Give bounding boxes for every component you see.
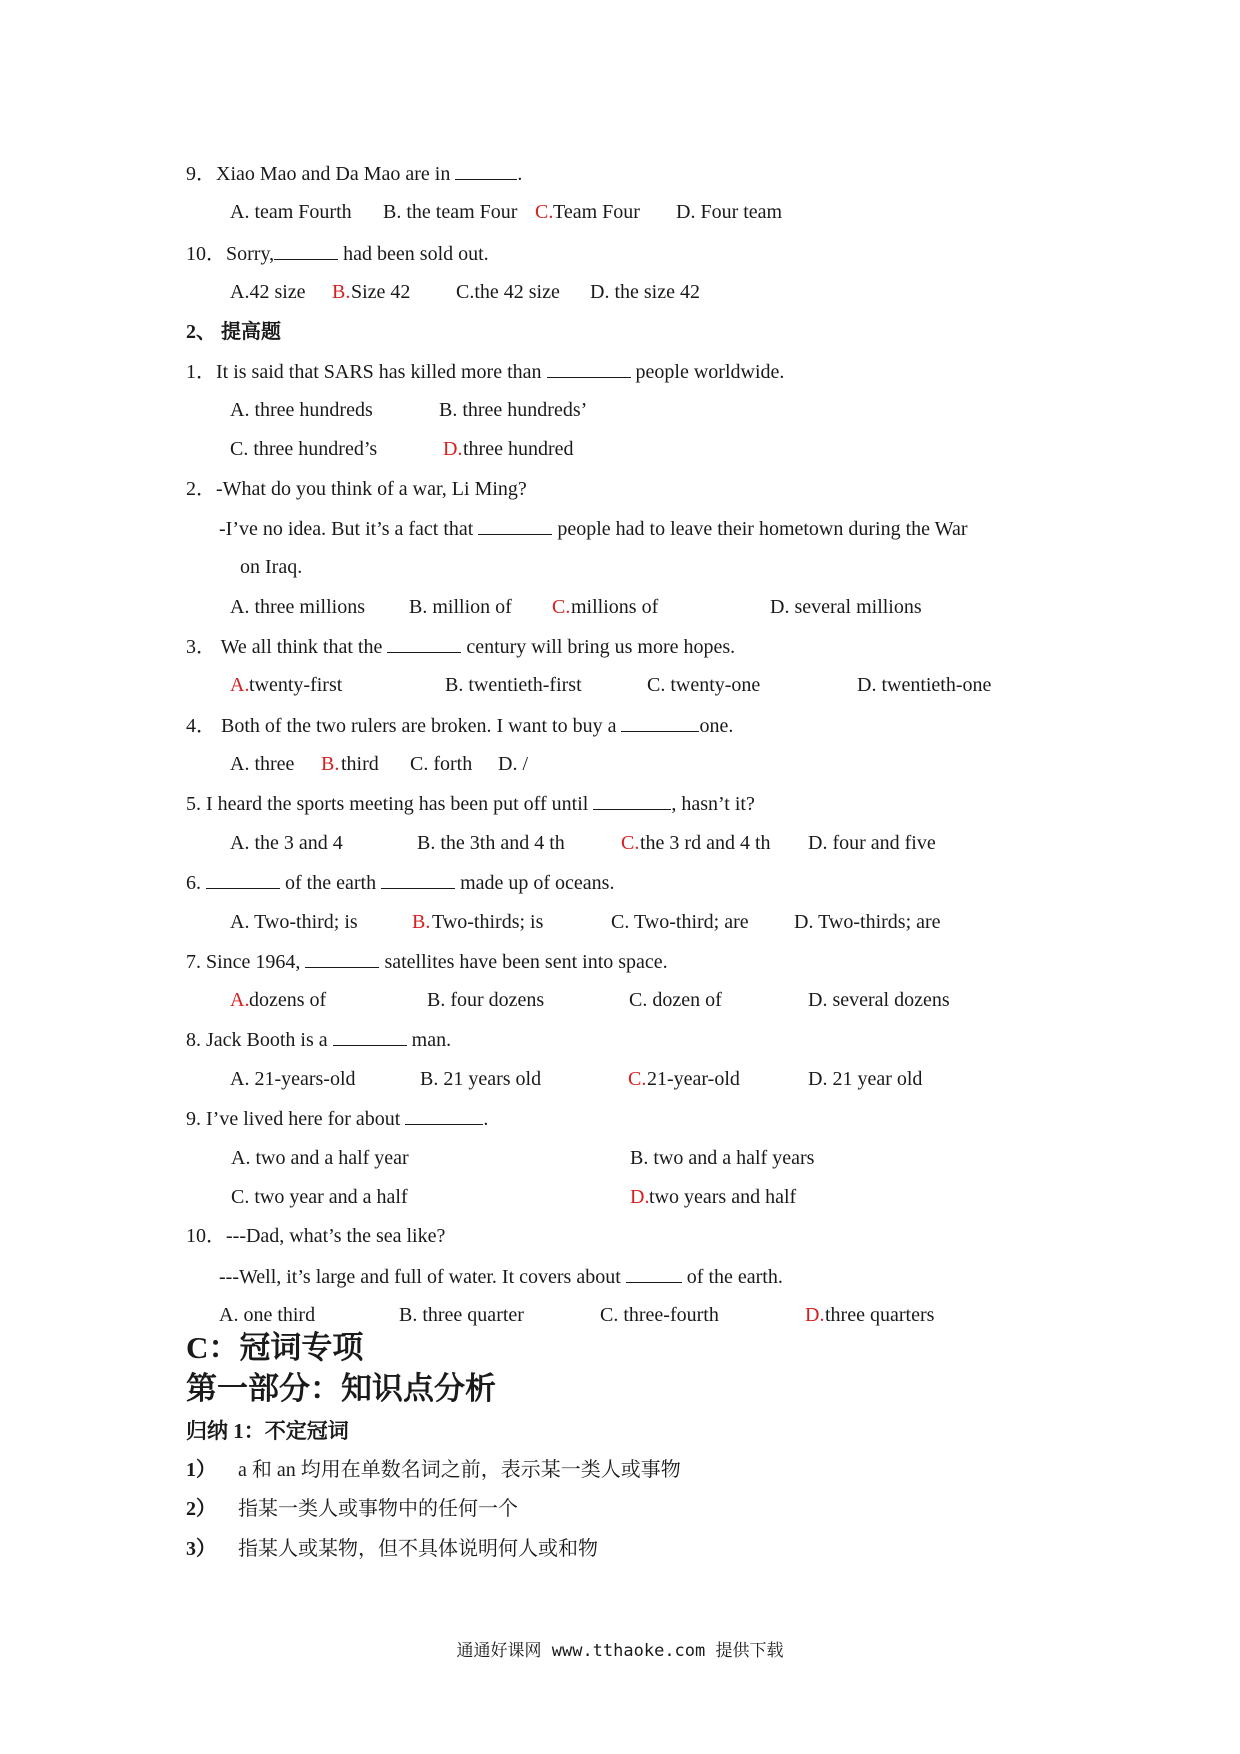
option-d-letter: D.: [443, 438, 463, 460]
option-b: B. million of: [409, 596, 512, 618]
option-b: B. 21 years old: [420, 1068, 542, 1090]
option-a: A. three hundreds: [230, 399, 373, 421]
answer-blank: [593, 791, 671, 810]
advanced-question-7: 7. Since 1964, satellites have been sent into space.: [186, 951, 668, 973]
option-a-letter: A.: [230, 989, 250, 1011]
answer-blank: [547, 359, 631, 378]
question-9: 9．Xiao Mao and Da Mao are in .: [186, 163, 523, 185]
list-item-text: a 和 an 均用在单数名词之前，表示某一类人或事物: [238, 1459, 681, 1481]
option-a: A. two and a half year: [231, 1147, 409, 1169]
advanced-question-2-line2: -I’ve no idea. But it’s a fact that people had to leave their hometown during the War: [219, 518, 968, 540]
advanced-question-4: 4． Both of the two rulers are broken. I want to buy a one.: [186, 715, 734, 737]
option-a: A. team Fourth: [230, 201, 352, 223]
question-10: 10．Sorry, had been sold out.: [186, 243, 489, 265]
option-a: A. the 3 and 4: [230, 832, 343, 854]
option-c: C.the 42 size: [456, 281, 560, 303]
option-b: B. the team Four: [383, 201, 518, 223]
advanced-question-10-line2: ---Well, it’s large and full of water. It covers about of the earth.: [219, 1266, 783, 1288]
advanced-question-10-line1: 10．---Dad, what’s the sea like?: [186, 1225, 446, 1247]
option-b-letter: B.: [332, 281, 351, 303]
option-c: C. dozen of: [629, 989, 722, 1011]
answer-blank: [274, 241, 338, 260]
option-c: Team Four: [553, 201, 640, 223]
option-d-letter: D.: [805, 1304, 825, 1326]
advanced-question-5: 5. I heard the sports meeting has been put off until , hasn’t it?: [186, 793, 755, 815]
option-d: D. 21 year old: [808, 1068, 923, 1090]
option-c: C. twenty-one: [647, 674, 761, 696]
advanced-question-3: 3． We all think that the century will bring us more hopes.: [186, 636, 736, 658]
advanced-question-2-line1: 2．-What do you think of a war, Li Ming?: [186, 478, 527, 500]
advanced-question-6: 6. of the earth made up of oceans.: [186, 872, 615, 894]
option-b: third: [341, 753, 379, 775]
option-b: B. four dozens: [427, 989, 545, 1011]
list-item: 3）: [186, 1538, 216, 1560]
answer-blank: [387, 634, 461, 653]
answer-blank: [405, 1106, 483, 1125]
option-d: D. /: [498, 753, 528, 775]
option-d: two years and half: [649, 1186, 797, 1208]
page-footer: 通通好课网 www.tthaoke.com 提供下载: [456, 1641, 784, 1661]
option-d: D. several millions: [770, 596, 922, 618]
option-b-letter: B.: [412, 911, 431, 933]
answer-blank: [626, 1264, 682, 1283]
list-item-text: 指某一类人或事物中的任何一个: [238, 1498, 518, 1520]
option-a: A. three: [230, 753, 295, 775]
option-c-letter: C.: [552, 596, 571, 618]
list-item-text: 指某人或某物，但不具体说明何人或和物: [238, 1538, 598, 1560]
list-item: 1）: [186, 1459, 216, 1481]
answer-blank: [305, 949, 379, 968]
option-c-letter: C.: [535, 201, 554, 223]
advanced-question-9: 9. I’ve lived here for about .: [186, 1108, 489, 1130]
answer-blank: [621, 713, 699, 732]
answer-blank: [381, 870, 455, 889]
advanced-question-2-line3: on Iraq.: [240, 556, 303, 578]
option-b: B. three quarter: [399, 1304, 524, 1326]
option-c: C. Two-third; are: [611, 911, 749, 933]
option-d: three hundred: [463, 438, 574, 460]
option-a: A.42 size: [230, 281, 306, 303]
part-one-title: 第一部分：知识点分析: [186, 1371, 496, 1406]
option-d: D. several dozens: [808, 989, 950, 1011]
option-a: A. 21-years-old: [230, 1068, 356, 1090]
option-b: B. the 3th and 4 th: [417, 832, 565, 854]
option-a: A. one third: [219, 1304, 316, 1326]
option-a: twenty-first: [249, 674, 343, 696]
option-a: A. three millions: [230, 596, 365, 618]
option-c: C. forth: [410, 753, 473, 775]
option-a: A. Two-third; is: [230, 911, 358, 933]
option-a-letter: A.: [230, 674, 250, 696]
answer-blank: [333, 1027, 407, 1046]
option-c-letter: C.: [621, 832, 640, 854]
option-c: C. three hundred’s: [230, 438, 378, 460]
advanced-question-1: 1．It is said that SARS has killed more than people worldwide.: [186, 361, 785, 383]
advanced-heading: 2、 提高题: [186, 321, 281, 343]
option-c: C. two year and a half: [231, 1186, 408, 1208]
option-b: Size 42: [351, 281, 411, 303]
option-b: B. twentieth-first: [445, 674, 582, 696]
option-b-letter: B.: [321, 753, 340, 775]
option-b: Two-thirds; is: [432, 911, 544, 933]
option-a: dozens of: [249, 989, 327, 1011]
option-d: three quarters: [825, 1304, 935, 1326]
option-b: B. three hundreds’: [439, 399, 588, 421]
subheading-indefinite-article: 归纳 1：不定冠词: [186, 1419, 349, 1443]
option-c: 21-year-old: [647, 1068, 740, 1090]
option-c: the 3 rd and 4 th: [640, 832, 771, 854]
option-d: D. four and five: [808, 832, 936, 854]
option-c: C. three-fourth: [600, 1304, 719, 1326]
option-c: millions of: [571, 596, 659, 618]
answer-blank: [478, 516, 552, 535]
advanced-question-8: 8. Jack Booth is a man.: [186, 1029, 452, 1051]
option-d: D. the size 42: [590, 281, 700, 303]
option-c-letter: C.: [628, 1068, 647, 1090]
section-c-title: C：冠词专项: [186, 1330, 364, 1365]
option-d: D. Two-thirds; are: [794, 911, 941, 933]
answer-blank: [206, 870, 280, 889]
list-item: 2）: [186, 1498, 216, 1520]
option-d: D. twentieth-one: [857, 674, 992, 696]
option-b: B. two and a half years: [630, 1147, 815, 1169]
option-d-letter: D.: [630, 1186, 650, 1208]
answer-blank: [455, 161, 517, 180]
option-d: D. Four team: [676, 201, 783, 223]
